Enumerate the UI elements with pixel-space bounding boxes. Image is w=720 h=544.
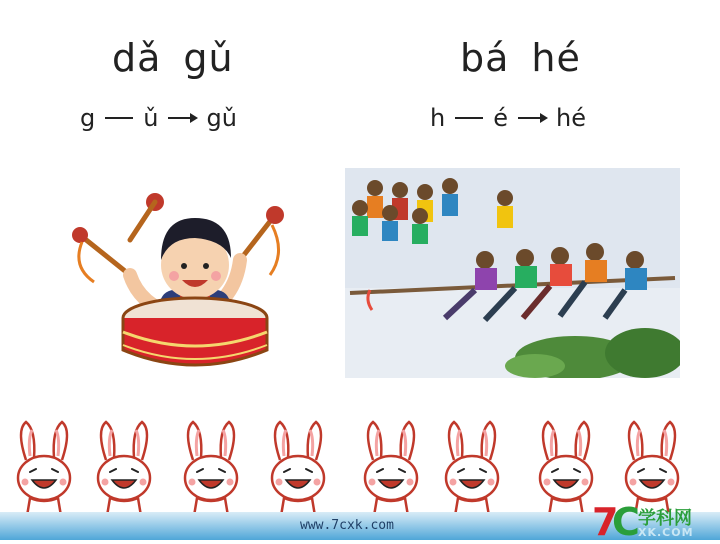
bunny-icon (88, 420, 160, 522)
syllable-he: hé (531, 36, 581, 80)
logo-num: 7 (592, 500, 619, 544)
drum-boy-illustration (60, 180, 320, 380)
spelling-gu (80, 104, 237, 132)
initial-g: g (80, 104, 96, 132)
logo-c: C (612, 500, 640, 544)
tug-of-war-illustration (345, 168, 680, 378)
arrow-right-icon (518, 117, 546, 119)
xk-logo (592, 500, 717, 544)
logo-cn: 学科网 (638, 508, 692, 529)
word-bahe (460, 36, 603, 80)
final-u: ǔ (143, 104, 159, 132)
bunny-icon (436, 420, 508, 522)
result-he: hé (555, 104, 586, 132)
syllable-gu: gǔ (183, 36, 234, 80)
bunny-icon (355, 420, 427, 522)
bunny-icon (262, 420, 334, 522)
dash (105, 117, 133, 119)
final-e: é (493, 104, 508, 132)
arrow-right-icon (168, 117, 196, 119)
initial-h: h (430, 104, 446, 132)
spelling-he (430, 104, 586, 132)
syllable-ba: bá (460, 36, 510, 80)
site-url: www.7cxk.com (300, 518, 394, 533)
word-dagu (112, 36, 256, 80)
syllable-da: dǎ (112, 36, 162, 80)
result-gu: gǔ (206, 104, 237, 132)
dash (455, 117, 483, 119)
logo-en: XK.COM (638, 526, 694, 539)
bunny-icon (175, 420, 247, 522)
bunny-icon (8, 420, 80, 522)
